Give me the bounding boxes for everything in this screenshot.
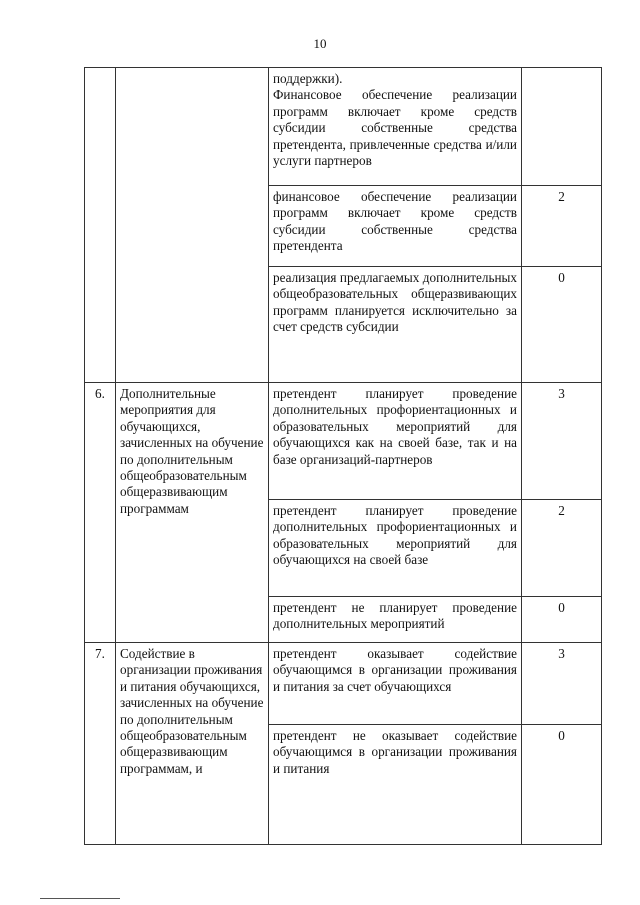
criterion-cell: [116, 68, 269, 383]
option-score: 3: [522, 643, 602, 725]
option-description: претендент планирует проведение дополнительных профориентационных и образовательных мероприятий для обучающихся как на своей базе, так и на базе организаций-партнеров: [269, 383, 522, 500]
row-number: 6.: [85, 383, 116, 643]
criterion-cell: Дополнительные мероприятия для обучающихся, зачисленных на обучение по дополнительным общеобразовательным общеразвивающим программам: [116, 383, 269, 643]
row-number: 7.: [85, 643, 116, 845]
option-score: 0: [522, 725, 602, 845]
option-description: [269, 68, 522, 186]
option-score: [522, 68, 602, 186]
option-score: 2: [522, 500, 602, 597]
option-description: финансовое обеспечение реализации программ включает кроме средств субсидии собственные средства претендента: [269, 186, 522, 267]
option-description: претендент оказывает содействие обучающимся в организации проживания и питания за счет обучающихся: [269, 643, 522, 725]
option-description: претендент планирует проведение дополнительных профориентационных и образовательных мероприятий для обучающихся на своей базе: [269, 500, 522, 597]
criterion-cell: Содействие в организации проживания и питания обучающихся, зачисленных на обучение по дополнительным общеобразовательным общеразвивающим программам, и: [116, 643, 269, 845]
row-number: [85, 68, 116, 383]
table-row: [85, 68, 602, 186]
page-number: 10: [313, 36, 327, 51]
table-row: [85, 643, 602, 725]
option-score: 2: [522, 186, 602, 267]
option-text: Финансовое обеспечение реализации программ включает кроме средств субсидии собственные средства претендента, привлеченные средства и/или услуги партнеров: [273, 87, 517, 169]
option-score: 3: [522, 383, 602, 500]
option-score: 0: [522, 267, 602, 383]
table-row: [85, 383, 602, 500]
option-description: претендент не оказывает содействие обучающимся в организации проживания и питания: [269, 725, 522, 845]
criteria-table: [84, 67, 602, 845]
footnote-divider: [40, 898, 120, 899]
option-text-line: поддержки).: [273, 71, 343, 86]
option-description: претендент не планирует проведение дополнительных мероприятий: [269, 597, 522, 643]
option-description: реализация предлагаемых дополнительных общеобразовательных общеразвивающих программ планируется исключительно за счет средств субсидии: [269, 267, 522, 383]
option-score: 0: [522, 597, 602, 643]
